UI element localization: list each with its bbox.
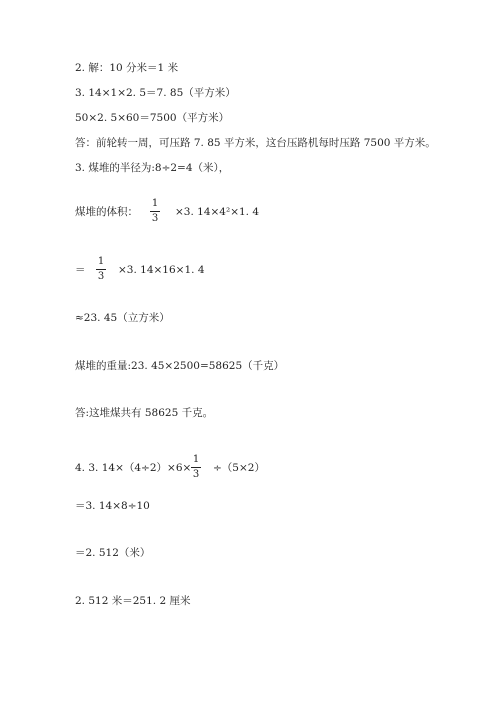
solution-4-expression-tail: ÷（5×2）: [213, 462, 265, 474]
fraction-one-third: [189, 454, 203, 481]
solution-2-step-2: 50×2. 5×60＝7500（平方米）: [75, 112, 230, 124]
solution-3-volume-equals: ＝: [75, 264, 86, 276]
solution-3-volume-label: 煤堆的体积：: [75, 206, 138, 218]
solution-4-expression: 4. 3. 14×（4÷2）×6×: [75, 462, 192, 474]
solution-3-volume-step: ×3. 14×16×1. 4: [118, 264, 205, 276]
fraction-bar: [191, 467, 201, 468]
solution-3-volume-formula: ×3. 14×4²×1. 4: [175, 206, 260, 218]
solution-4-step-1: ＝3. 14×8÷10: [75, 500, 150, 512]
fraction-one-third: [148, 198, 162, 225]
solution-2-header: 2. 解：10 分米＝1 米: [75, 62, 179, 74]
solution-2-answer: 答：前轮转一周，可压路 7. 85 平方米，这台压路机每时压路 7500 平方米。: [75, 137, 436, 149]
solution-3-volume-result: ≈23. 45（立方米）: [75, 312, 170, 324]
solution-2-step-1: 3. 14×1×2. 5＝7. 85（平方米）: [75, 87, 236, 99]
fraction-numerator: 1: [151, 198, 159, 209]
solution-4-step-2: ＝2. 512（米）: [75, 547, 151, 559]
fraction-denominator: 3: [151, 213, 159, 224]
solution-4-conversion: 2. 512 米＝251. 2 厘米: [75, 595, 191, 607]
solution-3-answer: 答:这堆煤共有 58625 千克。: [75, 407, 214, 419]
fraction-bar: [96, 269, 106, 270]
fraction-numerator: 1: [192, 454, 200, 465]
fraction-numerator: 1: [97, 256, 105, 267]
fraction-denominator: 3: [97, 271, 105, 282]
fraction-bar: [150, 211, 160, 212]
fraction-denominator: 3: [192, 469, 200, 480]
solution-3-weight: 煤堆的重量:23. 45×2500=58625（千克）: [75, 360, 285, 372]
solution-3-radius: 3. 煤堆的半径为:8÷2=4（米），: [75, 162, 230, 174]
fraction-one-third: [94, 256, 108, 283]
